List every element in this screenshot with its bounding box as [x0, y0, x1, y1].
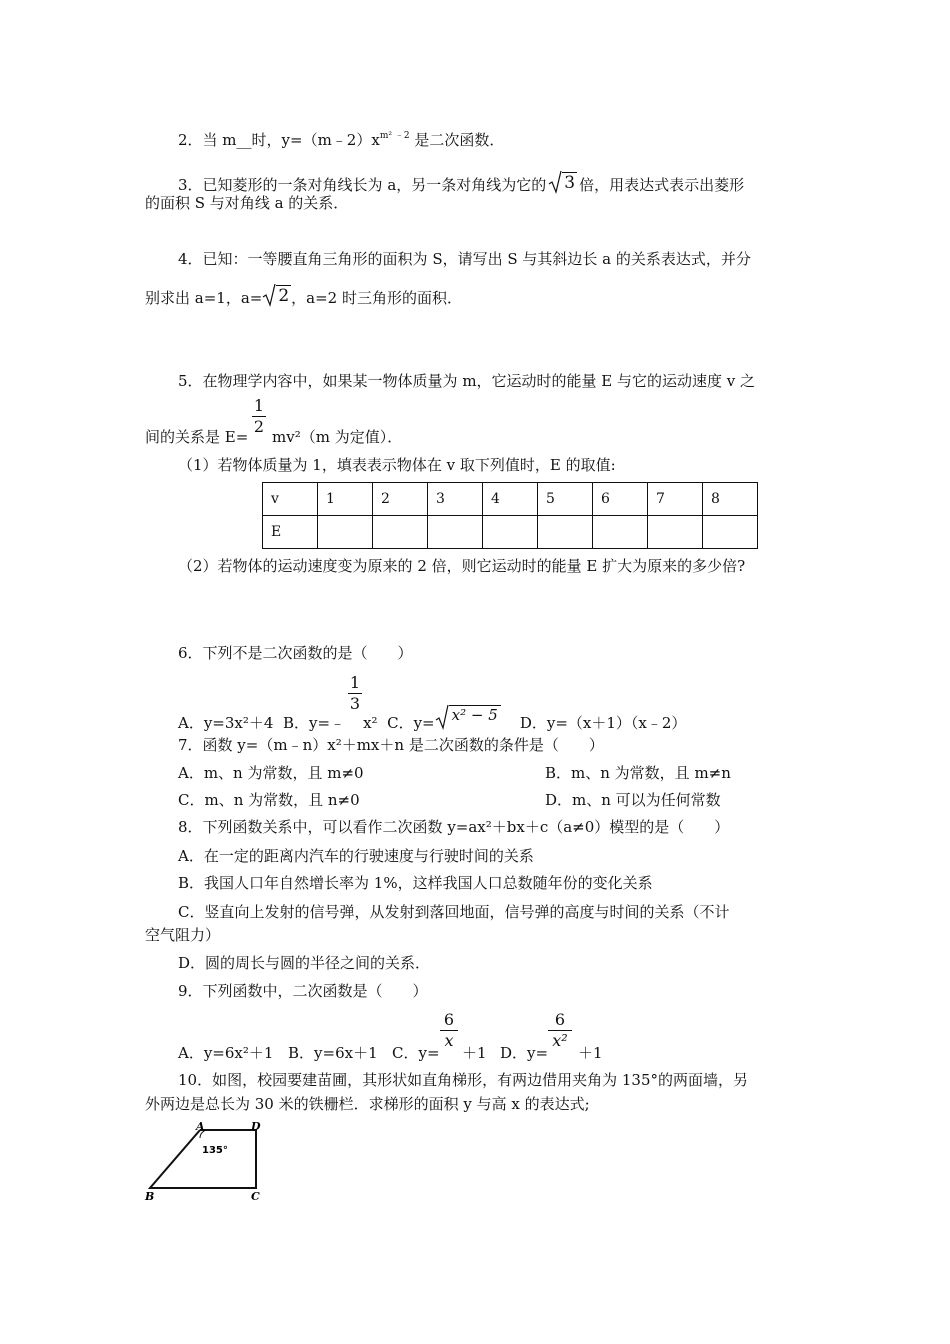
q8-option-d: D．圆的周长与圆的半径之间的关系． [178, 954, 431, 972]
q4-text-cont: ，a=2 时三角形的面积． [291, 289, 462, 307]
q9-option-d: D．y= [500, 1044, 549, 1062]
q5-line2-left: 间的关系是 E= [145, 428, 249, 446]
frac-numerator: 1 [253, 396, 265, 415]
q5-line2-right: mv²（m 为定值）． [272, 428, 403, 446]
sqrt-expression [435, 704, 501, 733]
q4-line1: 4．已知：一等腰直角三角形的面积为 S，请写出 S 与其斜边长 a 的关系表达式，并分 [178, 250, 751, 268]
q7-option-c: C．m、n 为常数，且 n≠0 [178, 791, 360, 809]
table-cell: 1 [318, 483, 373, 516]
q6-options [178, 704, 686, 733]
sqrt3-expression [548, 170, 577, 195]
q5-fraction [252, 397, 266, 436]
radicand: 2 [278, 286, 290, 306]
q2-text: 2．当 m__时，y=（m﹣2）x [178, 131, 380, 149]
table-row [263, 483, 758, 516]
q9-option-c: C．y= [392, 1044, 440, 1062]
q4-line2 [145, 283, 462, 308]
q7-option-b: B．m、n 为常数，且 m≠n [545, 764, 731, 782]
table-cell [373, 516, 428, 549]
q8-option-a: A．在一定的距离内汽车的行驶速度与行驶时间的关系 [178, 847, 534, 865]
q6-option-d: D．y=（x＋1）（x﹣2） [519, 714, 687, 732]
q3-line2: 的面积 S 与对角线 a 的关系． [145, 194, 349, 212]
table-cell: v [263, 483, 318, 516]
vertex-label-d: D [251, 1120, 261, 1133]
table-cell: E [263, 516, 318, 549]
trapezoid-shape [150, 1130, 256, 1188]
q8-stem: 8．下列函数关系中，可以看作二次函数 y=ax²＋bx＋c（a≠0）模型的是（ ） [178, 818, 730, 836]
frac-numerator: 6 [443, 1010, 455, 1029]
q6-option-b-tail: x² [363, 714, 378, 732]
q5-sub1: （1）若物体质量为 1，填表表示物体在 v 取下列值时，E 的取值: [178, 456, 616, 474]
q5-line1: 5．在物理学内容中，如果某一物体质量为 m，它运动时的能量 E 与它的运动速度 v 之 [178, 372, 756, 390]
radical-icon [435, 704, 449, 730]
frac-denominator: 3 [349, 694, 361, 713]
frac-denominator: x [444, 1031, 454, 1050]
q6-stem: 6．下列不是二次函数的是（ ） [178, 644, 413, 662]
table-cell [593, 516, 648, 549]
frac-numerator: 1 [349, 673, 361, 692]
frac-denominator: 2 [253, 417, 265, 436]
angle-label: 135° [202, 1145, 228, 1156]
table-cell: 4 [483, 483, 538, 516]
q7-stem: 7．函数 y=（m﹣n）x²＋mx＋n 是二次函数的条件是（ ） [178, 736, 604, 754]
vertex-label-c: C [251, 1190, 260, 1202]
table-cell: 2 [373, 483, 428, 516]
table-cell [428, 516, 483, 549]
q3-text: 3．已知菱形的一条对角线长为 a，另一条对角线为它的 [178, 176, 547, 194]
q10-line1: 10．如图，校园要建苗圃，其形状如直角梯形，有两边借用夹角为 135°的两面墙，另 [178, 1071, 748, 1089]
q6-option-b: B．y=﹣ [282, 714, 346, 732]
table-cell: 8 [703, 483, 758, 516]
q2-line [178, 130, 504, 153]
q6-option-a: A．y=3x²＋4 [178, 714, 274, 732]
table-cell [318, 516, 373, 549]
radicand: x² − 5 [449, 705, 501, 724]
q8-option-c-line2: 空气阻力） [145, 926, 221, 944]
table-cell [648, 516, 703, 549]
q9-stem: 9．下列函数中，二次函数是（ ） [178, 982, 428, 1000]
q8-option-c-line1: C．竖直向上发射的信号弹，从发射到落回地面，信号弹的高度与时间的关系（不计 [178, 903, 730, 921]
frac-denominator: x² [552, 1031, 568, 1050]
q6-option-c: C．y= [387, 714, 435, 732]
sqrt2-expression [262, 283, 291, 308]
q9-fraction-c [440, 1011, 458, 1050]
q9-option-c-tail: ＋1 [462, 1044, 487, 1062]
q5-table [262, 482, 758, 549]
q7-option-d: D．m、n 可以为任何常数 [545, 791, 721, 809]
table-cell [538, 516, 593, 549]
table-cell: 3 [428, 483, 483, 516]
q3-text-cont: 倍，用表达式表示出菱形 [579, 176, 745, 194]
table-row [263, 516, 758, 549]
frac-numerator: 6 [554, 1010, 566, 1029]
radical-icon [262, 283, 276, 307]
radicand: 3 [564, 173, 576, 193]
q8-option-b: B．我国人口年自然增长率为 1%，这样我国人口总数随年份的变化关系 [178, 874, 653, 892]
q4-text: 别求出 a=1，a= [145, 289, 263, 307]
table-cell: 5 [538, 483, 593, 516]
table-cell: 7 [648, 483, 703, 516]
q9-option-b: B．y=6x＋1 [288, 1044, 378, 1062]
q9-option-d-tail: ＋1 [578, 1044, 603, 1062]
q5-sub2: （2）若物体的运动速度变为原来的 2 倍，则它运动时的能量 E 扩大为原来的多少倍? [178, 557, 746, 575]
q2-exponent: m² ﹣2 [379, 131, 410, 141]
vertex-label-b: B [145, 1190, 155, 1202]
table-cell: 6 [593, 483, 648, 516]
table-cell [483, 516, 538, 549]
trapezoid-figure [144, 1120, 274, 1202]
table-cell [703, 516, 758, 549]
q9-fraction-d [548, 1011, 572, 1050]
q2-text-end: 是二次函数． [409, 131, 505, 149]
q3-line1 [178, 170, 744, 195]
q7-option-a: A．m、n 为常数，且 m≠0 [178, 764, 364, 782]
vertex-label-a: A [196, 1120, 205, 1133]
radical-icon [548, 170, 562, 194]
q9-option-a: A．y=6x²＋1 [178, 1044, 274, 1062]
q10-line2: 外两边是总长为 30 米的铁栅栏．求梯形的面积 y 与高 x 的表达式; [145, 1095, 590, 1113]
